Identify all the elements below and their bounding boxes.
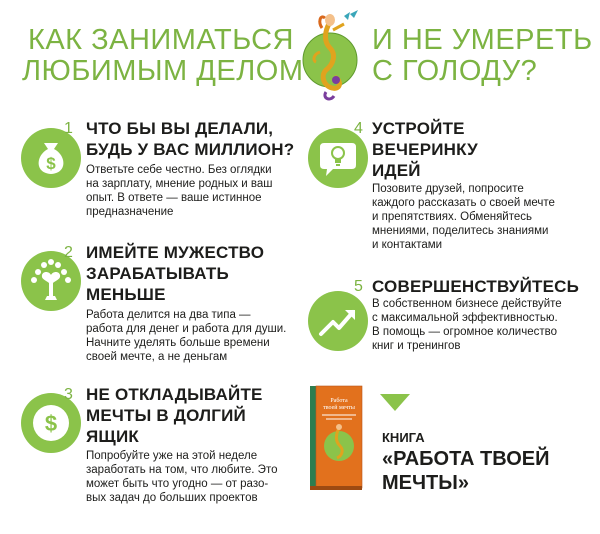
chevron-down-icon (380, 394, 410, 414)
book-title: «РАБОТА ТВОЕЙ МЕЧТЫ» (382, 448, 550, 494)
svg-text:$: $ (46, 154, 56, 173)
title-right-line1: И НЕ УМЕРЕТЬ (372, 24, 593, 56)
title-left-line2: ЛЮБИМЫМ ДЕЛОМ (22, 55, 304, 87)
section-4-number: 4 (354, 120, 363, 137)
book-cover (306, 384, 366, 494)
section-4-body: Позовите друзей, попросите каждого рассказать о своей мечте и препятствиях. Обменяйтесь мнениями, поделитесь знаниями и контактами (372, 183, 555, 251)
title-left-line1: КАК ЗАНИМАТЬСЯ (27, 24, 294, 56)
section-5-heading: СОВЕРШЕНСТВУЙТЕСЬ (372, 277, 580, 296)
growth-arrow-icon (307, 290, 369, 352)
section-5-body: В собственном бизнесе действуйте с максимальной эффективностью. В помощь — огромное количество книг и тренингов (372, 298, 562, 352)
section-1-heading: ЧТО БЫ ВЫ ДЕЛАЛИ, БУДЬ У ВАС МИЛЛИОН? (86, 119, 295, 159)
svg-text:$: $ (44, 411, 58, 436)
section-1-body: Ответьте себе честно. Без оглядки на зарплату, мнение родных и ваш опыт. В ответе — ваше истинное предназначение (86, 164, 273, 218)
title-right-line2: С ГОЛОДУ? (372, 55, 538, 87)
section-4-heading: УСТРОЙТЕ ВЕЧЕРИНКУ ИДЕЙ (372, 119, 478, 180)
section-3-body: Попробуйте уже на этой неделе заработать на том, что любите. Это может быть что угодно — от разо- вых задач до больших проектов (86, 450, 278, 504)
section-3-heading: НЕ ОТКЛАДЫВАЙТЕ МЕЧТЫ В ДОЛГИЙ ЯЩИК (86, 385, 263, 446)
section-1-number: 1 (64, 120, 73, 137)
book-cover-title-line2: твоей мечты (323, 405, 355, 411)
section-5-number: 5 (354, 278, 363, 295)
section-2-body: Работа делится на два типа — работа для денег и работа для души. Начните уделять больше времени своей мечте, а не деньгам (86, 309, 287, 363)
title-left (22, 24, 304, 87)
mermaid-logo-icon (300, 8, 362, 104)
book-label: КНИГА (382, 430, 425, 445)
section-3-number: 3 (64, 386, 73, 403)
section-2-heading: ИМЕЙТЕ МУЖЕСТВО ЗАРАБАТЫВАТЬ МЕНЬШЕ (86, 243, 265, 304)
title-right (372, 25, 592, 87)
book-cover-title-line1: Работа (330, 398, 348, 404)
section-2-number: 2 (64, 244, 73, 261)
